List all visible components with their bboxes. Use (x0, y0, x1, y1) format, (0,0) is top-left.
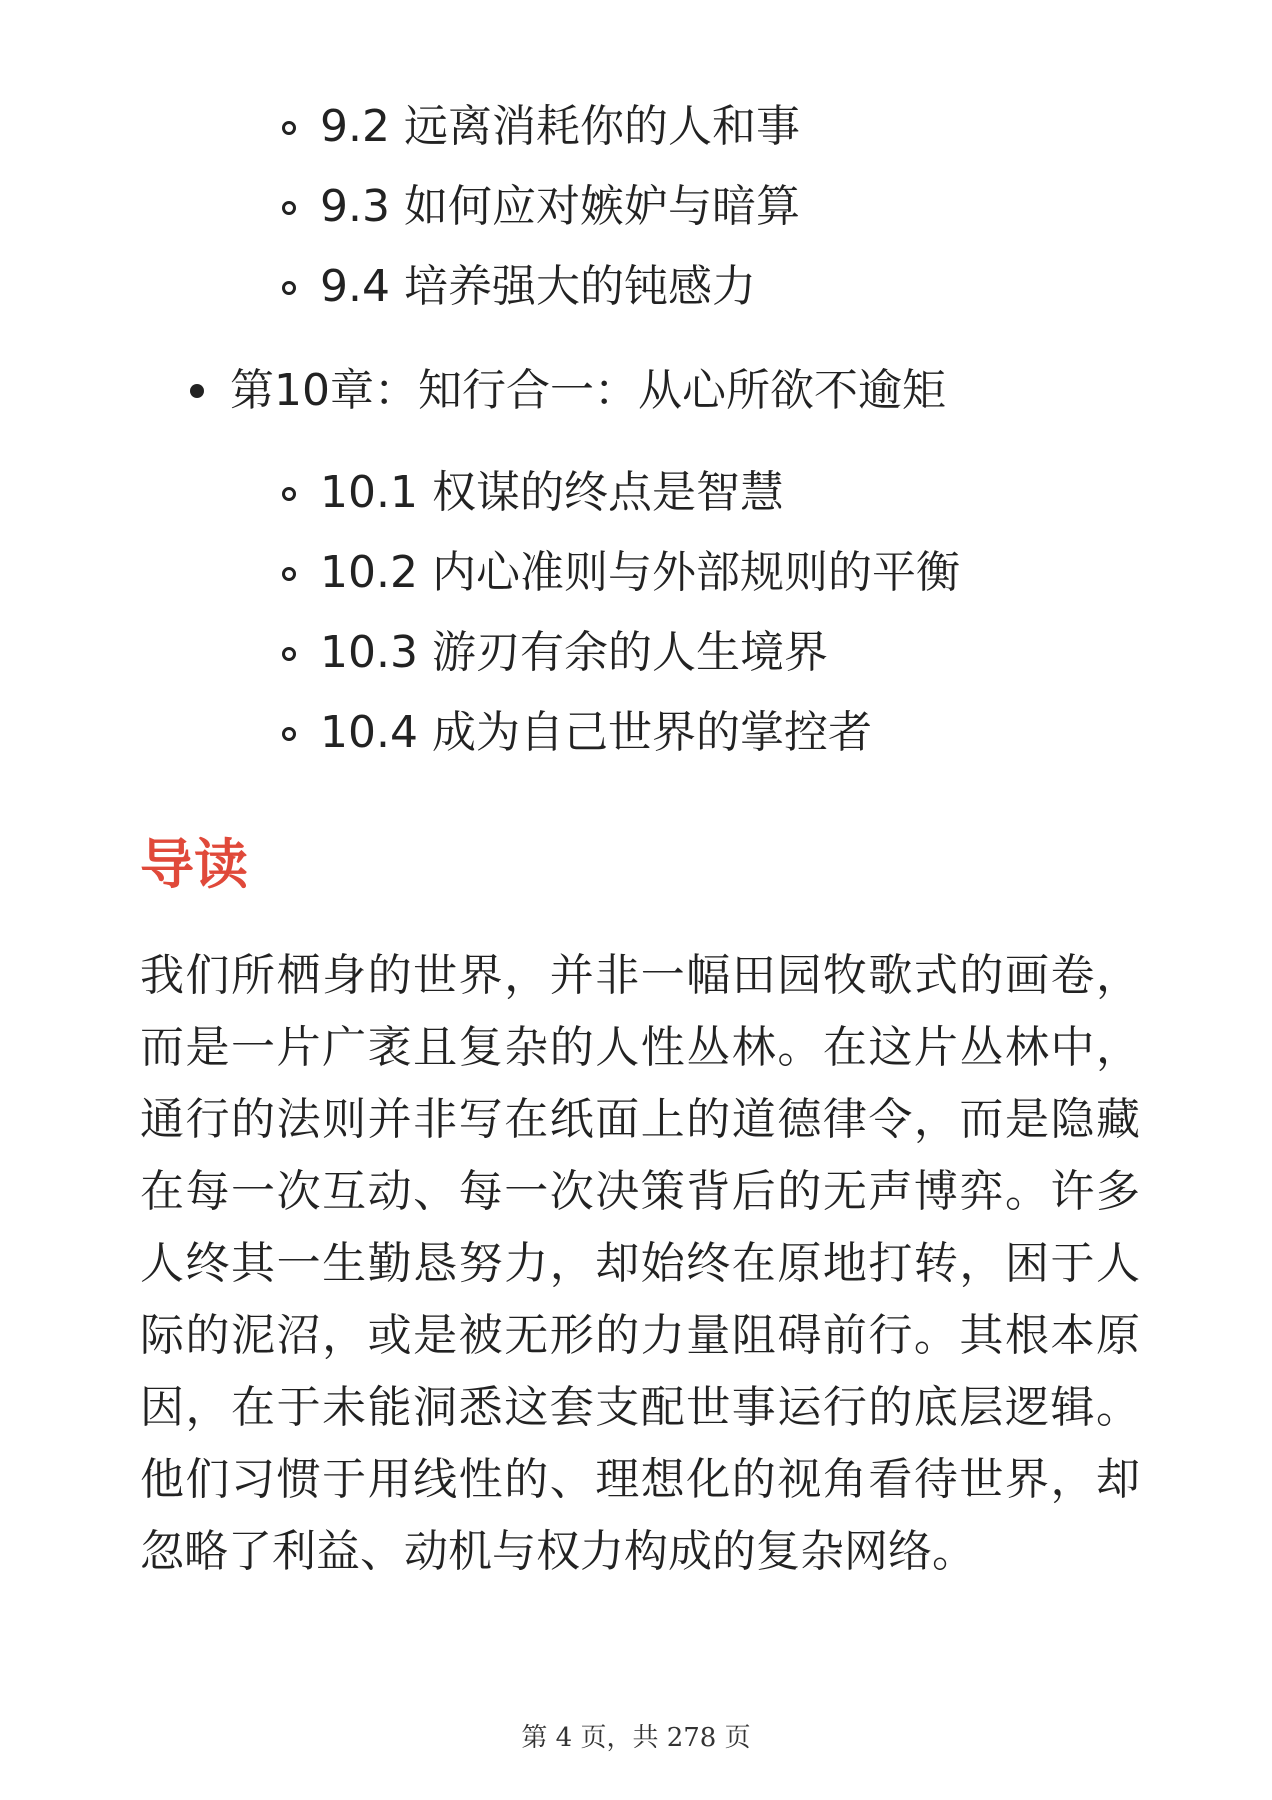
toc-item-10-2[interactable]: 10.2 内心准则与外部规则的平衡 (320, 547, 960, 598)
paragraph-line: 而是一片广袤且复杂的人性丛林。在这片丛林中， (140, 1022, 1140, 1073)
toc-item-10-1[interactable]: 10.1 权谋的终点是智慧 (320, 467, 784, 518)
circle-bullet-icon (282, 487, 296, 501)
toc-item-10-3[interactable]: 10.3 游刃有余的人生境界 (320, 627, 828, 678)
circle-bullet-icon (282, 727, 296, 741)
paragraph-line: 他们习惯于用线性的、理想化的视角看待世界，却 (140, 1454, 1140, 1505)
toc-item-10-4[interactable]: 10.4 成为自己世界的掌控者 (320, 707, 872, 758)
paragraph-line: 际的泥沼，或是被无形的力量阻碍前行。其根本原 (140, 1310, 1140, 1361)
toc-item-9-4[interactable]: 9.4 培养强大的钝感力 (320, 261, 756, 312)
paragraph-line: 忽略了利益、动机与权力构成的复杂网络。 (140, 1526, 976, 1577)
paragraph-line: 人终其一生勤恳努力，却始终在原地打转，困于人 (140, 1238, 1140, 1289)
circle-bullet-icon (282, 567, 296, 581)
intro-paragraph (140, 940, 1140, 1588)
paragraph-line: 因，在于未能洞悉这套支配世事运行的底层逻辑。 (140, 1382, 1140, 1433)
bullet-dot-icon (190, 384, 204, 398)
paragraph-line: 通行的法则并非写在纸面上的道德律令，而是隐藏 (140, 1094, 1140, 1145)
circle-bullet-icon (282, 647, 296, 661)
section-heading-intro: 导读 (140, 833, 248, 896)
circle-bullet-icon (282, 121, 296, 135)
toc-chapter-10[interactable]: 第10章：知行合一：从心所欲不逾矩 (230, 365, 946, 416)
circle-bullet-icon (282, 201, 296, 215)
toc-item-9-2[interactable]: 9.2 远离消耗你的人和事 (320, 101, 800, 152)
paragraph-line: 在每一次互动、每一次决策背后的无声博弈。许多 (140, 1166, 1140, 1217)
page-footer: 第 4 页，共 278 页 (521, 1723, 751, 1753)
paragraph-line: 我们所栖身的世界，并非一幅田园牧歌式的画卷， (140, 950, 1140, 1001)
circle-bullet-icon (282, 281, 296, 295)
toc-item-9-3[interactable]: 9.3 如何应对嫉妒与暗算 (320, 181, 800, 232)
